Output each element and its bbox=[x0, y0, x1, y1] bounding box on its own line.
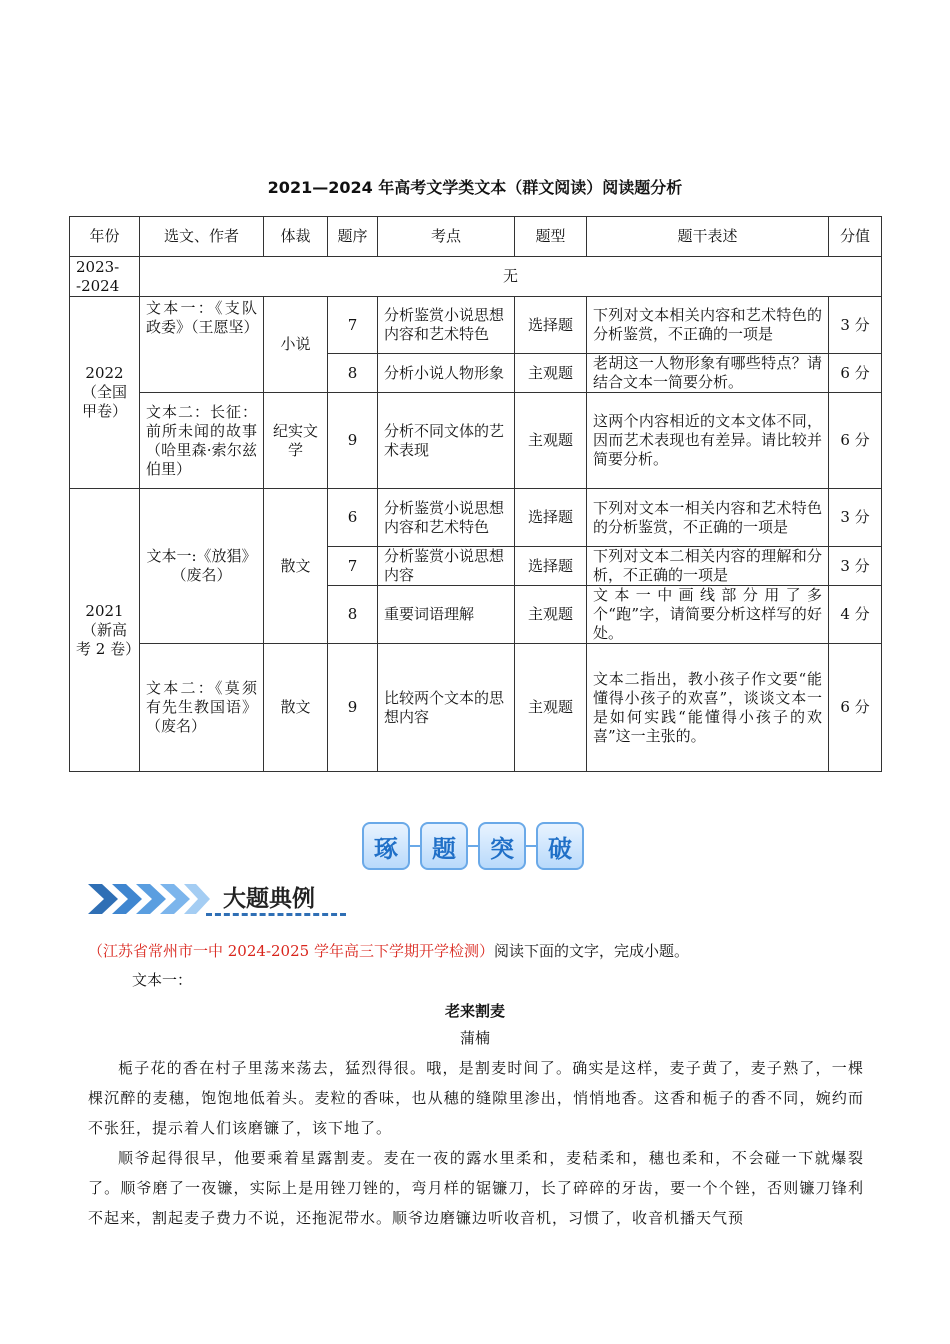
header-question-stem: 题干表述 bbox=[587, 217, 829, 257]
analysis-table bbox=[69, 216, 882, 772]
score-cell: 3 分 bbox=[829, 489, 882, 547]
genre-cell: 小说 bbox=[264, 297, 328, 393]
table-row bbox=[70, 489, 882, 547]
badge-connector bbox=[410, 845, 420, 847]
question-number-cell: 9 bbox=[328, 644, 378, 772]
test-point-cell: 分析鉴赏小说思想内容和艺术特色 bbox=[378, 489, 515, 547]
score-cell: 4 分 bbox=[829, 586, 882, 644]
article-title: 老来割麦 bbox=[444, 1002, 505, 1020]
question-type-cell: 选择题 bbox=[515, 547, 587, 586]
question-stem-cell: 老胡这一人物形象有哪些特点？请结合文本一简要分析。 bbox=[587, 354, 829, 393]
question-stem-cell: 下列对文本二相关内容的理解和分析，不正确的一项是 bbox=[587, 547, 829, 586]
section-badge-group bbox=[362, 822, 584, 870]
question-type-cell: 主观题 bbox=[515, 644, 587, 772]
badge-tile: 破 bbox=[536, 822, 584, 870]
article-paragraph: 栀子花的香在村子里荡来荡去，猛烈得很。哦，是割麦时间了。确实是这样，麦子黄了，麦子熟了，一棵棵沉醉的麦穗，饱饱地低着头。麦粒的香味，也从穗的缝隙里渗出，悄悄地香。这香和栀子的香不同，婉约而不张狂，提示着人们该磨镰了，该下地了。 bbox=[88, 1059, 864, 1137]
question-number-cell: 8 bbox=[328, 354, 378, 393]
header-year: 年份 bbox=[70, 217, 140, 257]
page-title: 2021—2024 年高考文学类文本（群文阅读）阅读题分析 bbox=[267, 178, 683, 197]
question-type-cell: 主观题 bbox=[515, 586, 587, 644]
score-cell: 6 分 bbox=[829, 354, 882, 393]
table-row bbox=[70, 393, 882, 489]
article-author: 蒲楠 bbox=[459, 1029, 490, 1047]
year-cell: 2021（新高考 2 卷） bbox=[70, 489, 140, 772]
question-stem-cell: 下列对文本相关内容和艺术特色的分析鉴赏，不正确的一项是 bbox=[587, 297, 829, 354]
question-stem-cell: 下列对文本一相关内容和艺术特色的分析鉴赏，不正确的一项是 bbox=[587, 489, 829, 547]
badge-tile: 突 bbox=[478, 822, 526, 870]
badge-connector bbox=[526, 845, 536, 847]
question-number-cell: 8 bbox=[328, 586, 378, 644]
question-type-cell: 选择题 bbox=[515, 297, 587, 354]
badge-tile: 琢 bbox=[362, 822, 410, 870]
question-number-cell: 7 bbox=[328, 547, 378, 586]
source-line bbox=[88, 937, 868, 965]
instruction-text: 阅读下面的文字，完成小题。 bbox=[493, 942, 689, 960]
question-number-cell: 9 bbox=[328, 393, 378, 489]
question-stem-cell: 文本一中画线部分用了多个“跑”字，请简要分析这样写的好处。 bbox=[587, 586, 829, 644]
source-text: （江苏省常州市一中 2024-2025 学年高三下学期开学检测） bbox=[88, 942, 494, 960]
section-header bbox=[88, 880, 350, 920]
header-genre: 体裁 bbox=[264, 217, 328, 257]
section-underline bbox=[206, 913, 346, 916]
question-type-cell: 主观题 bbox=[515, 393, 587, 489]
year-cell: 2023--2024 bbox=[70, 257, 140, 297]
question-type-cell: 主观题 bbox=[515, 354, 587, 393]
text-author-cell: 文本一：《支队政委》（王愿坚） bbox=[140, 297, 264, 393]
header-question-type: 题型 bbox=[515, 217, 587, 257]
header-score: 分值 bbox=[829, 217, 882, 257]
text-author-cell: 文本二：《莫须有先生教国语》（废名） bbox=[140, 644, 264, 772]
test-point-cell: 分析鉴赏小说思想内容 bbox=[378, 547, 515, 586]
score-cell: 3 分 bbox=[829, 297, 882, 354]
article-paragraph: 顺爷起得很早，他要乘着星露割麦。麦在一夜的露水里柔和，麦秸柔和，穗也柔和，不会碰一下就爆裂了。顺爷磨了一夜镰，实际上是用锉刀锉的，弯月样的锯镰刀，长了碎碎的牙齿，要一个个锉，否则镰刀锋利不起来，割起麦子费力不说，还拖泥带水。顺爷边磨镰边听收音机，习惯了，收音机播天气预 bbox=[88, 1149, 864, 1227]
genre-cell: 散文 bbox=[264, 489, 328, 644]
genre-cell: 纪实文学 bbox=[264, 393, 328, 489]
table-header-row bbox=[70, 217, 882, 257]
text-author-cell: 文本一:《放猖》（废名） bbox=[140, 489, 264, 644]
table-row bbox=[70, 644, 882, 772]
section-title: 大题典例 bbox=[223, 886, 315, 912]
year-cell: 2022（全国甲卷） bbox=[70, 297, 140, 489]
badge-connector bbox=[468, 845, 478, 847]
question-stem-cell: 文本二指出，教小孩子作文要“能懂得小孩子的欢喜”，谈谈文本一是如何实践“能懂得小孩子的欢喜”这一主张的。 bbox=[587, 644, 829, 772]
question-stem-cell: 这两个内容相近的文本文体不同，因而艺术表现也有差异。请比较并简要分析。 bbox=[587, 393, 829, 489]
header-test-point: 考点 bbox=[378, 217, 515, 257]
chevron-arrows-icon bbox=[88, 882, 213, 916]
text-author-cell: 文本二：长征：前所未闻的故事（哈里森·索尔兹伯里） bbox=[140, 393, 264, 489]
score-cell: 3 分 bbox=[829, 547, 882, 586]
header-text-author: 选文、作者 bbox=[140, 217, 264, 257]
question-number-cell: 7 bbox=[328, 297, 378, 354]
test-point-cell: 比较两个文本的思想内容 bbox=[378, 644, 515, 772]
test-point-cell: 分析鉴赏小说思想内容和艺术特色 bbox=[378, 297, 515, 354]
text-label: 文本一： bbox=[132, 971, 193, 989]
content-cell: 无 bbox=[140, 257, 882, 297]
header-question-number: 题序 bbox=[328, 217, 378, 257]
score-cell: 6 分 bbox=[829, 644, 882, 772]
genre-cell: 散文 bbox=[264, 644, 328, 772]
test-point-cell: 重要词语理解 bbox=[378, 586, 515, 644]
table-row bbox=[70, 297, 882, 354]
score-cell: 6 分 bbox=[829, 393, 882, 489]
question-number-cell: 6 bbox=[328, 489, 378, 547]
table-row bbox=[70, 257, 882, 297]
badge-tile: 题 bbox=[420, 822, 468, 870]
article-body bbox=[88, 1053, 864, 1233]
test-point-cell: 分析小说人物形象 bbox=[378, 354, 515, 393]
question-type-cell: 选择题 bbox=[515, 489, 587, 547]
test-point-cell: 分析不同文体的艺术表现 bbox=[378, 393, 515, 489]
